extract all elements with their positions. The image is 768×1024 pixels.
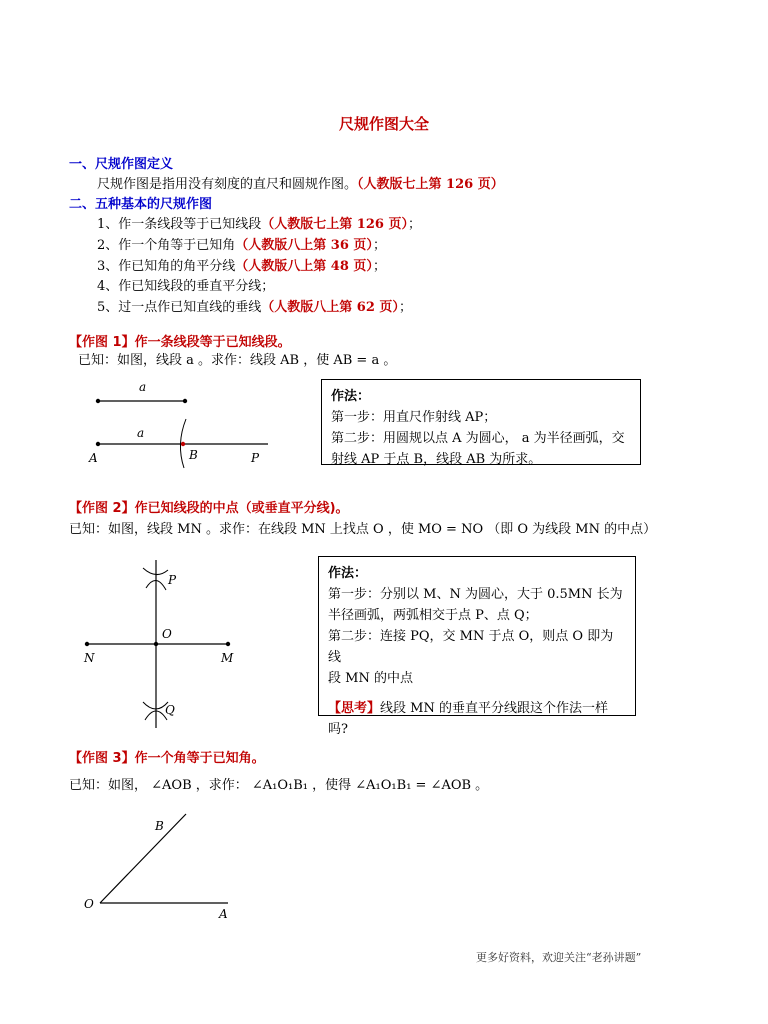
fig2-method-box xyxy=(318,556,636,737)
item-text: 4、作已知线段的垂直平分线； xyxy=(97,279,275,294)
point-A xyxy=(96,442,100,446)
label-O: O xyxy=(162,627,172,641)
label-a-mid: a xyxy=(137,426,145,440)
point xyxy=(183,399,187,403)
ray-OB xyxy=(100,814,186,903)
point xyxy=(96,399,100,403)
method-line: 段 MN 的中点 xyxy=(328,671,413,686)
method-line: 半径画弧，两弧相交于点 P、点 Q； xyxy=(328,608,538,623)
method-line: 射线 AP 于点 B，线段 AB 为所求。 xyxy=(331,452,542,467)
item-tail: ； xyxy=(398,300,412,315)
label-B: B xyxy=(189,448,198,462)
section1-ref: （人教版七上第 126 页） xyxy=(357,177,504,192)
point-N xyxy=(85,642,89,646)
think-text-2: 吗? xyxy=(328,722,348,737)
fig2-heading: 【作图 2】作已知线段的中点（或垂直平分线)。 xyxy=(69,501,349,516)
item-ref: （人教版七上第 126 页） xyxy=(261,217,408,232)
fig1-method-box xyxy=(321,379,641,465)
fig3-known: 已知：如图， ∠AOB ，求作： ∠A₁O₁B₁ ，使得 ∠A₁O₁B₁ = ∠AOB 。 xyxy=(69,778,489,793)
method-line: 第一步：用直尺作射线 AP； xyxy=(331,410,497,425)
section1-heading: 一、尺规作图定义 xyxy=(69,157,174,172)
section2-heading: 二、五种基本的尺规作图 xyxy=(69,197,213,212)
method-line: 第二步：用圆规以点 A 为圆心， a 为半径画弧，交 xyxy=(331,431,625,446)
page-title: 尺规作图大全 xyxy=(338,115,429,133)
fig2-diagram xyxy=(83,560,234,728)
label-P: P xyxy=(168,573,177,587)
think-tag: 【思考】 xyxy=(328,701,381,716)
label-N: N xyxy=(84,651,95,665)
fig3-heading: 【作图 3】作一个角等于已知角。 xyxy=(69,751,265,766)
point-O xyxy=(154,642,158,646)
item-text: 3、作已知角的角平分线 xyxy=(97,259,236,274)
item-ref: （人教版八上第 36 页） xyxy=(235,238,373,253)
item-text: 1、作一条线段等于已知线段 xyxy=(97,217,262,232)
point-B xyxy=(181,442,185,446)
footer-note: 更多好资料，欢迎关注“老孙讲题” xyxy=(476,951,642,964)
method-title: 作法： xyxy=(331,389,371,404)
fig1-known: 已知：如图，线段 a 。求作：线段 AB ，使 AB = a 。 xyxy=(78,353,397,368)
label-Q: Q xyxy=(165,703,175,717)
item-ref: （人教版八上第 48 页） xyxy=(235,259,373,274)
fig2-known: 已知：如图，线段 MN 。求作：在线段 MN 上找点 O ，使 MO = NO （即 O 为线段 MN 的中点） xyxy=(69,522,657,537)
label-O: O xyxy=(84,897,94,911)
think-text: 线段 MN 的垂直平分线跟这个作法一样 xyxy=(380,701,608,716)
fig1-heading: 【作图 1】作一条线段等于已知线段。 xyxy=(69,335,291,350)
label-A: A xyxy=(219,907,228,921)
label-P: P xyxy=(251,451,260,465)
method-line: 第二步：连接 PQ，交 MN 于点 O，则点 O 即为线 xyxy=(328,629,614,665)
item-text: 5、过一点作已知直线的垂线 xyxy=(97,300,262,315)
label-B: B xyxy=(155,819,164,833)
method-line: 第一步：分别以 M、N 为圆心，大于 0.5MN 长为 xyxy=(328,587,623,602)
item-ref: （人教版八上第 62 页） xyxy=(261,300,399,315)
label-a-top: a xyxy=(139,380,147,394)
item-text: 2、作一个角等于已知角 xyxy=(97,238,236,253)
item-tail: ； xyxy=(372,259,386,274)
item-tail: ； xyxy=(372,238,386,253)
fig3-diagram xyxy=(84,814,228,921)
section1-text: 尺规作图是指用没有刻度的直尺和圆规作图。 xyxy=(97,177,358,192)
method-title: 作法： xyxy=(328,566,368,581)
fig1-diagram xyxy=(88,380,268,468)
point-M xyxy=(226,642,230,646)
label-M: M xyxy=(221,651,234,665)
label-A: A xyxy=(89,451,98,465)
item-tail: ； xyxy=(407,217,421,232)
